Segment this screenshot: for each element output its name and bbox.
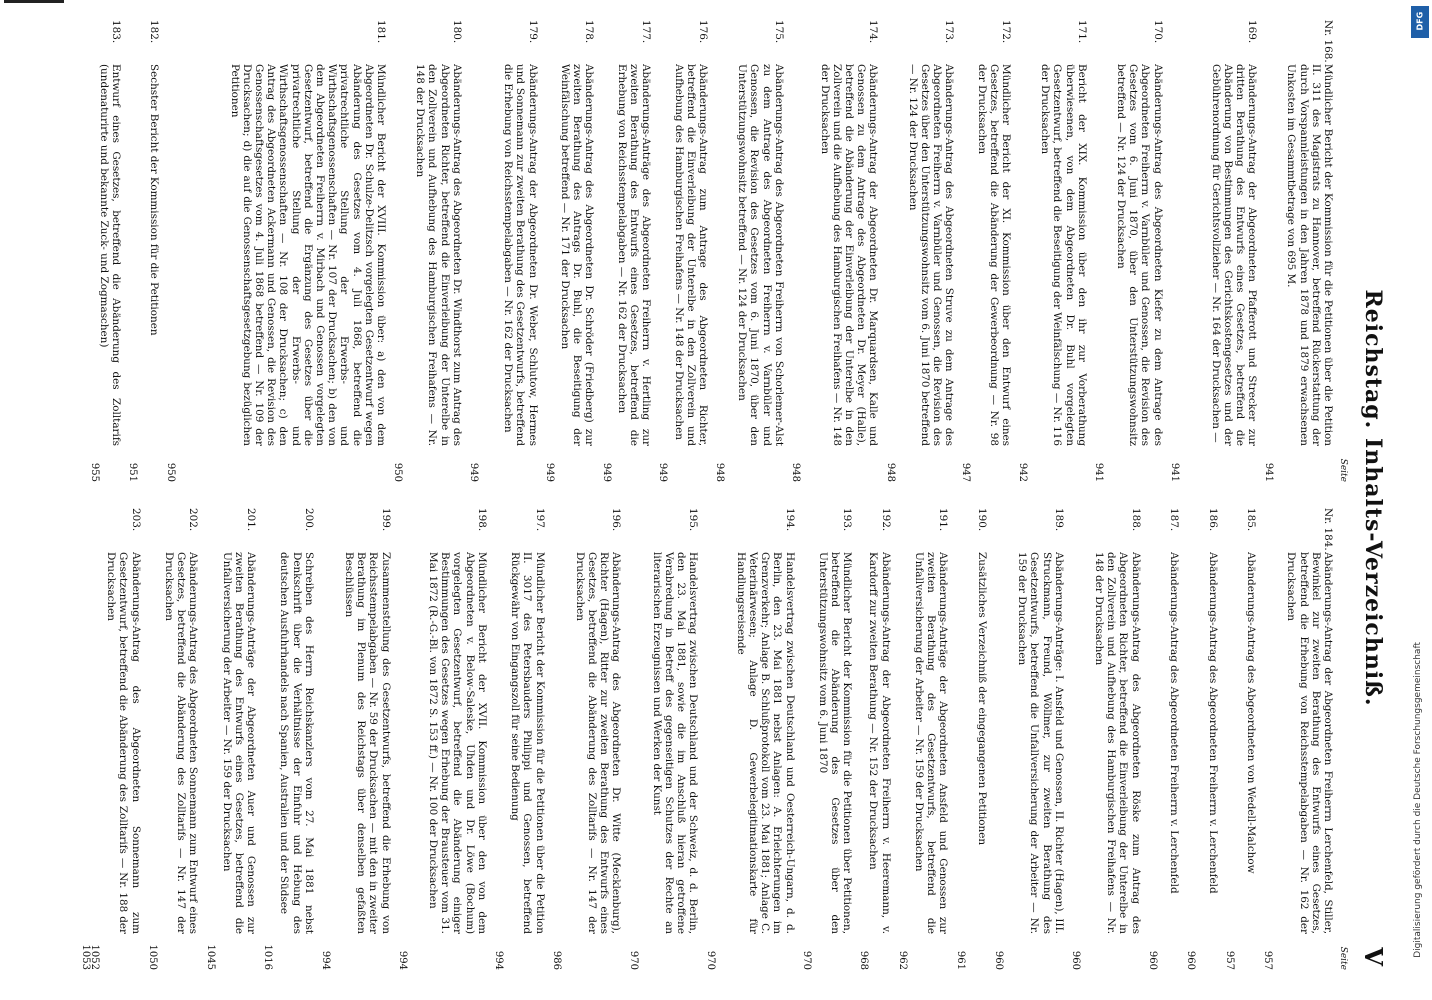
index-entry (1092, 20, 1164, 482)
entry-text: Abänderungs-Antrag des Abgeordneten Freiherrn v. Lerchenfeld (1206, 552, 1219, 894)
entry-number: 190. (975, 508, 988, 532)
entry-number: 198. (475, 508, 488, 532)
entry-text: Abänderungs-Anträge des Abgeordneten Freiherrn v. Hertling zur zweiten Berathung des Entwurfs eines Gesetzes, betreffend die Erhebung von Reichsstempelabgaben — Nr. 162 der Drucksachen (615, 64, 653, 446)
rotated-page-content (12, 8, 1408, 992)
entry-text: Abänderungs-Antrag des Abgeordneten Dr. Schröder (Friedberg) zur zweiten Berathung des Antrags Dr. Buhl, die Beseitigung der Weinfälschung betreffend — Nr. 171 der Drucksachen (558, 64, 596, 446)
entry-page-number: 960 (993, 950, 1005, 970)
index-entry (1261, 508, 1334, 970)
index-entry (1016, 20, 1088, 482)
entry-page-number: 941 (1168, 462, 1180, 482)
index-entry (543, 20, 596, 482)
entry-page-number: 968 (858, 950, 870, 970)
entry-number: 189. (1052, 508, 1065, 532)
entry-text: Mündlicher Bericht der Kommission für die Petitionen über die Petition II. 311 des Magistrats zu Hannover, betreffend Rückerstattung der durch Vorspannleistungen in den Jahren 1878 und 1879 erwachsenen Unkosten im Gesammtbetrage von 695 M. (1285, 64, 1334, 446)
index-entry (550, 508, 623, 970)
index-entry (789, 20, 880, 482)
entry-text: Abänderungs-Antrag des Abgeordneten Dr. Witte (Mecklenburg), Richter (Hagen), Ritter zur zweiten Berathung des Entwurfs eines Gesetzes, betreffend die Abänderung des Zolltarifs — Nr. 147 der Drucksachen (573, 552, 623, 934)
entry-number: 169. (1246, 20, 1259, 44)
entry-number: 179. (526, 20, 539, 44)
entry-text: Zusätzliches Verzeichniß der eingegangenen Petitionen (975, 552, 988, 846)
index-entry (319, 508, 392, 970)
entry-number: 191. (937, 508, 950, 532)
running-title: Reichstag. Inhalts-Verzeichniß. (1360, 289, 1386, 707)
entry-number: 180. (450, 20, 463, 44)
entry-number: 199. (379, 508, 392, 532)
entry-page-number: 948 (789, 462, 801, 482)
page-number: V (1359, 947, 1388, 966)
index-entry (467, 20, 539, 482)
index-entry (992, 508, 1065, 970)
entry-text: Mündlicher Bericht der XVIII. Kommission über: a) den von dem Abgeordneten Dr. Schulze-Delitzsch vorgelegten Gesetzentwurf wegen Abänderung des Gesetzes vom 4. Juli 1868, betreffend die privatrechtliche Stellung der Erwerbs- und Wirthschaftsgenossenschaften — Nr. 107 der Drucksachen; b) den von dem Abgeordneten Freiherrn v. Mirbach und Genossen vorgelegten Gesetzentwurf, betreffend die Ergänzung des Gesetzes über die privatrechtliche Stellung der Erwerbs- und Wirthschaftsgenossenschaften — Nr. 108 der Drucksachen; c) den Antrag des Abgeordneten Ackermann und Genossen, die Revision des Genossenschaftsgesetzes vom 4. Juli 1868 betreffend — Nr. 109 der Drucksachen; d) die auf die Genossenschaftsgesetzgebung bezüglichen Petitionen (228, 64, 388, 446)
index-entry (1069, 508, 1142, 970)
entry-page-number: 941 (1093, 462, 1104, 482)
entry-page-number: 948 (714, 462, 726, 482)
entry-page-number: 949 (600, 462, 612, 482)
entry-text: Abänderungs-Antrag des Abgeordneten Kiefer zu dem Antrage des Abgeordneten Freiherrn v. Varnbüler und Genossen, die Revision des Gesetzes vom 6. Juni 1870, über den Unterstützungswohnsitz betreffend — Nr. 124 der Drucksachen (1114, 64, 1164, 446)
entry-text: Mündlicher Bericht der XI. Kommission über den Entwurf eines Gesetzes, betreffend die Abänderung der Gewerbeordnung — Nr. 98 der Drucksachen (975, 64, 1013, 446)
entry-number: 185. (1245, 508, 1258, 532)
entry-number: 177. (640, 20, 653, 44)
entry-text: Abänderungs-Antrag der Abgeordneten Dr. Weber, Schlutow, Hermes und Sonnemann zur zweiten Berathung des Gesetzentwurfs, betreffend die Erhebung von Reichsstempelabgaben — Nr. 162 der Drucksachen (502, 64, 539, 446)
index-entry (1184, 508, 1218, 970)
seite-label: Seite (1338, 458, 1348, 482)
entry-page-number: 957 (1223, 950, 1235, 970)
index-entry (146, 508, 200, 970)
entry-text: Abänderungs-Antrag des Abgeordneten Dr. Windthorst zum Antrag des Abgeordneten Richter, betreffend die Einverleibung der Unterelbe in den Zollverein und Aufhebung des Hamburgischen Freihafens — Nr. 148 der Drucksachen (414, 64, 463, 446)
index-entry (1146, 508, 1180, 970)
entry-text: Mündlicher Bericht der Kommission für die Petitionen über Petitionen, betreffend die Abänderung des Gesetzes über den Unterstützungswohnsitz vom 6. Juni 1870 (816, 552, 854, 934)
entry-number: 175. (772, 20, 785, 44)
entry-text: Abänderungs-Anträge der Abgeordneten Ansfeld und Genossen zur zweiten Berathung des Gesetzentwurfs, betreffend die Unfallversicherung der Arbeiter — Nr. 159 der Drucksachen (912, 552, 950, 934)
index-entry (959, 20, 1012, 482)
entry-text: Schreiben des Herrn Reichskanzlers vom 27. Mai 1881 nebst Denkschrift über die Verhältnisse der Einfuhr und Hebung des deutschen Ausfuhrhandels nach Spanien, Australien und der Südsee (278, 552, 315, 934)
entry-page-number: 942 (1017, 462, 1029, 482)
index-entry (261, 508, 315, 970)
entry-text: Handelsvertrag zwischen Deutschland und Oesterreich-Ungarn, d. d. Berlin, den 23. Mai 1881 nebst Anlagen: A. Erleichterungen im Grenzverkehr; Anlage B. Schlußprotokoll vom 23. Mai 1881; Anlage C. Veterinärwesen; Anlage D. Gewerbelegitimationskarte für Handlungsreisende (734, 552, 796, 934)
entry-text: Entwurf eines Gesetzes, betreffend die Abänderung des Zolltarifs (undenaturirte und bekannte Zuck- und Zogmaschen) (97, 64, 122, 446)
entry-number: 176. (697, 20, 709, 44)
page-header (1344, 28, 1402, 968)
index-entry (492, 508, 546, 970)
index-entry (391, 20, 463, 482)
entry-text: Abänderungs-Antrag der Abgeordneten Freiherrn Lerchenfeld, Stiller, Bewinkel zur zweiten Berathung des Entwurfs eines Gesetzes, betreffend die Erhebung von Reichsstempelabgaben — Nr. 162 der Drucksachen (1285, 552, 1334, 934)
entry-text: Sechster Bericht der Kommission für die Petitionen (147, 64, 160, 336)
index-entry (703, 508, 795, 970)
entry-page-number: 949 (543, 462, 555, 482)
entry-text: Abänderungs-Antrag der Abgeordneten Dr. Marquardsen, Kalle und Genossen zu dem Antrage des Abgeordneten Dr. Meyer (Halle), betreffend die Abänderung der Einverleibung der Unterelbe in den Zollverein und die Aufhebung des Hamburgischen Freihafens — Nr. 148 der Drucksachen (818, 64, 880, 446)
entry-number: 192. (879, 508, 892, 532)
left-column (86, 20, 1348, 482)
entry-number: 202. (187, 508, 200, 532)
index-entry (126, 20, 160, 482)
entry-text: Abänderungs-Antrag zum Antrage des Abgeordneten Richter, betreffend die Einverleibung der Unterelbe in den Zollverein und Aufhebung des Hamburgischen Freihafens — Nr. 148 der Drucksachen (672, 64, 709, 446)
dfg-watermark-text: Digitalisierung gefördert durch die Deutsche Forschungsgemeinschaft (1413, 642, 1423, 958)
entry-text: Abänderungs-Antrag des Abgeordneten Sonnemann zum Gesetzentwurf, betreffend die Abänderung des Zolltarifs — Nr. 188 der Drucksachen (105, 552, 142, 934)
entry-text: Abänderungs-Anträge der Abgeordneten Auer und Genossen zur zweiten Berathung des Entwurfs eines Gesetzes, betreffend die Unfallversicherung der Arbeiter — Nr. 159 der Drucksachen (220, 552, 258, 934)
entry-page-number: 960 (1069, 950, 1081, 970)
index-entry (164, 20, 387, 482)
trailing-page-number: 1053 (80, 944, 91, 970)
entry-page-number: 957 (1262, 950, 1274, 970)
entry-number: 188. (1129, 508, 1142, 532)
entry-number: 186. (1206, 508, 1219, 532)
entry-page-number: 955 (89, 462, 101, 482)
entry-page-number: 949 (468, 462, 479, 482)
dfg-logo: DFG (1411, 6, 1429, 38)
entry-page-number: 994 (319, 950, 331, 970)
index-entry (857, 508, 891, 970)
seite-label: Seite (1338, 946, 1348, 970)
entry-text: Abänderungs-Antrag der Abgeordneten Freiherrn v. Heeremann, v. Kardorff zur zweiten Berathung — Nr. 152 der Drucksachen (867, 552, 892, 934)
entry-page-number: 947 (960, 462, 972, 482)
index-entry (396, 508, 488, 970)
entry-page-number: 948 (884, 462, 896, 482)
entry-page-number: 1045 (204, 944, 216, 970)
entry-page-number: 950 (164, 462, 176, 482)
entry-page-number: 951 (127, 462, 139, 482)
entry-number: 187. (1168, 508, 1181, 532)
entry-text: Handelsvertrag zwischen Deutschland und der Schweiz, d. d. Berlin, den 23. Mai 1881, sowie die im Anschluß hieran getroffene Verabredung in Betreff des gegenseitigen Schutzes der Rechte an literarischen Erzeugnissen und Werken der Kunst (650, 552, 700, 934)
entry-text: Abänderungs-Antrag des Abgeordneten Freiherrn von Schorlemer-Alst zu dem Antrage des Abgeordneten Freiherrn v. Varnbüler und Genossen, die Revision des Gesetzes vom 6. Juni 1870, über den Unterstützungswohnsitz betreffend — Nr. 124 der Drucksachen (736, 64, 785, 446)
index-entry (896, 508, 950, 970)
index-entry (203, 508, 257, 970)
entry-text: Abänderungs-Antrag des Abgeordneten Röske zum Antrag des Abgeordneten Richter, betreffend die Einverleibung der Unterelbe in den Zollverein und Aufhebung des Hamburgischen Freihafens — Nr. 148 der Drucksachen (1093, 552, 1142, 934)
entry-page-number: 962 (896, 950, 908, 970)
entry-text: Abänderungs-Antrag der Abgeordneten Pfafferott und Strecker zur dritten Berathung des Entwurfs eines Gesetzes, betreffend die Abänderung von Bestimmungen des Gerichtskostengesetzes und der Gebührenordnung für Gerichtsvollzieher — Nr. 164 der Drucksachen — (1209, 64, 1259, 446)
entry-number: 172. (1000, 20, 1013, 44)
entry-page-number: 970 (800, 950, 812, 970)
entry-page-number: 961 (954, 950, 966, 970)
entry-page-number: 950 (392, 462, 404, 482)
index-entry (1168, 20, 1259, 482)
entry-text: Abänderungs-Antrag des Abgeordneten von Wedell-Malchow (1245, 552, 1258, 874)
entry-page-number: 994 (396, 950, 408, 970)
entry-page-number: 1050 (146, 944, 158, 970)
entry-text: Abänderungs-Antrag des Abgeordneten Struve zu dem Antrage des Abgeordneten Freiherrn v. Varnbüler und Genossen, die Revision des Gesetzes über den Unterstützungswohnsitz vom 6. Juni 1870 betreffend — Nr. 124 der Drucksachen (906, 64, 956, 446)
entry-text: Mündlicher Bericht der XVII. Kommission über den von dem Abgeordneten v. Below-Saleske, Uhden und Dr. Löwe (Bochum) vorgelegten Gesetzentwurf, betreffend die Abänderung einiger Bestimmungen des Gesetzes wegen Erhebung der Brausteuer vom 31. Mai 1872 (R.-G.-Bl. von 1872 S. 153 ff.) — Nr. 100 der Drucksachen (427, 552, 488, 934)
entry-number: 193. (841, 508, 854, 532)
entry-number: 174. (867, 20, 880, 44)
entry-number: 170. (1151, 20, 1164, 44)
entry-page-number: 986 (550, 950, 562, 970)
entry-number: 182. (147, 20, 160, 44)
entry-number: 196. (610, 508, 623, 532)
index-entry (656, 20, 709, 482)
entry-number: Nr. 184. (1322, 508, 1334, 551)
entry-text: Abänderungs-Antrag des Abgeordneten Freiherrn v. Lerchenfeld (1168, 552, 1181, 894)
entry-number: 194. (783, 508, 796, 532)
entry-page-number: 1052 (89, 944, 101, 970)
entry-text: Abänderungs-Anträge: I. Ansfeld und Genossen, II. Richter (Hagen), III. Struckmann, Freund, Wöllmer, zur zweiten Berathung des Gesetzentwurfs, betreffend die Unfallversicherung der Arbeiter — Nr. 159 der Drucksachen (1016, 552, 1065, 934)
entry-text: Zusammenstellung des Gesetzentwurfs, betreffend die Erhebung von Reichsstempelabgaben — Nr. 59 der Drucksachen — mit den in zweiter Berathung im Plenum des Reichstags über denselben gefaßten Beschlüssen (343, 552, 392, 934)
entry-number: 195. (687, 508, 700, 532)
entry-page-number: 970 (704, 950, 716, 970)
index-entry (88, 20, 122, 482)
dfg-watermark (1409, 6, 1429, 958)
index-entry (1223, 508, 1257, 970)
index-entry (88, 508, 142, 970)
entry-page-number: 1016 (262, 944, 274, 970)
entry-page-number: 994 (493, 950, 505, 970)
entry-number: 183. (109, 20, 122, 44)
entry-page-number: 941 (1263, 462, 1275, 482)
entry-page-number: 960 (1185, 950, 1197, 970)
entry-page-number: 970 (627, 950, 639, 970)
entry-number: 173. (943, 20, 956, 44)
right-column (80, 508, 1348, 970)
entry-text: Mündlicher Bericht der Kommission für die Petitionen über die Petition II. 3017 des Petersbauders Philippi und Genossen, betreffend Rückgewähr von Eingangszoll für seine Bedienung (509, 552, 546, 934)
index-entry (1262, 20, 1334, 482)
index-entry (599, 20, 652, 482)
index-entry (883, 20, 955, 482)
entry-text: Bericht der XIX. Kommission über den ihr zur Vorberathung überwiesenen, von dem Abgeordneten Dr. Buhl vorgelegten Gesetzentwurf, betreffend die Beseitigung der Weinfälschung — Nr. 116 der Drucksachen (1039, 64, 1088, 446)
entry-page-number: 960 (1146, 950, 1158, 970)
entry-number: 181. (375, 20, 388, 44)
index-entry (953, 508, 987, 970)
index-entry (713, 20, 785, 482)
entry-number: 200. (302, 508, 315, 532)
index-entry (800, 508, 854, 970)
entry-number: 203. (129, 508, 142, 532)
entry-number: Nr. 168. (1322, 20, 1334, 63)
entry-number: 201. (245, 508, 258, 532)
entry-text: Abänderungs-Antrag des Abgeordneten Sonnemann zum Entwurf eines Gesetzes, betreffend die Abänderung des Zolltarifs — Nr. 147 der Drucksachen (162, 552, 200, 934)
entry-number: 178. (583, 20, 596, 44)
entry-number: 197. (533, 508, 546, 532)
index-entry (626, 508, 699, 970)
entry-number: 171. (1075, 20, 1088, 44)
entry-page-number: 949 (657, 462, 669, 482)
